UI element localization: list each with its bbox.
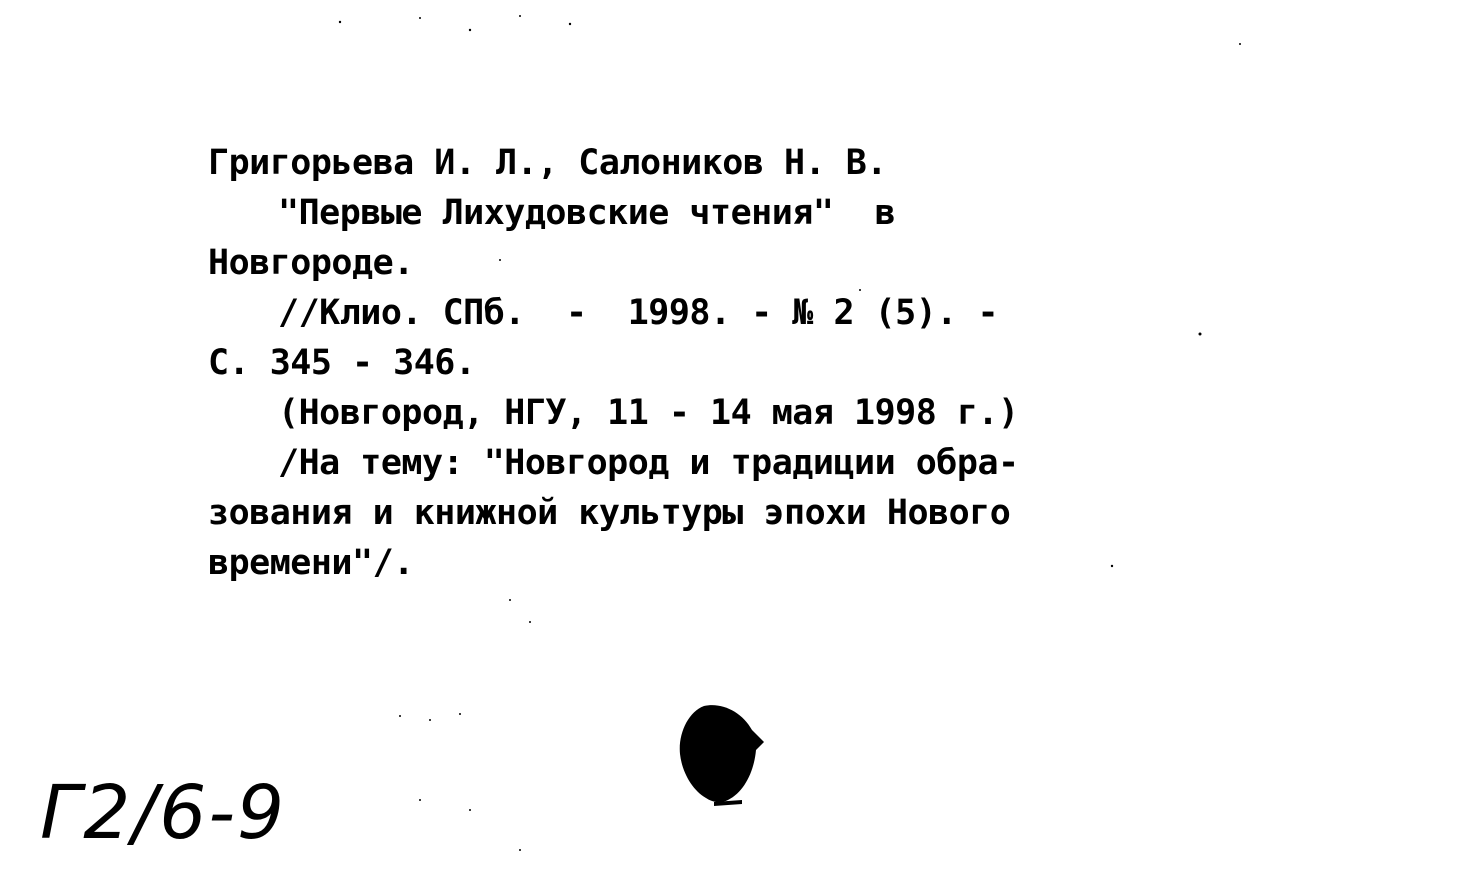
entry-title: "Первые Лихудовские чтения" в <box>278 193 896 233</box>
entry-authors: Григорьева И. Л., Салоников Н. В. <box>208 143 887 183</box>
entry-theme-note-continued: зования и книжной культуры эпохи Нового <box>208 493 1011 533</box>
entry-source: //Клио. СПб. - 1998. - № 2 (5). - <box>278 293 999 333</box>
entry-theme-note-end: времени"/. <box>208 543 414 583</box>
entry-pages: С. 345 - 346. <box>208 343 476 383</box>
bibliographic-entry <box>208 138 1208 588</box>
punch-hole-icon <box>664 698 774 808</box>
entry-theme-note: /На тему: "Новгород и традиции обра- <box>278 443 1019 483</box>
handwritten-shelfmark: Г2/6-9 <box>40 770 287 856</box>
entry-title-continued: Новгороде. <box>208 243 414 283</box>
entry-event-note: (Новгород, НГУ, 11 - 14 мая 1998 г.) <box>278 393 1019 433</box>
